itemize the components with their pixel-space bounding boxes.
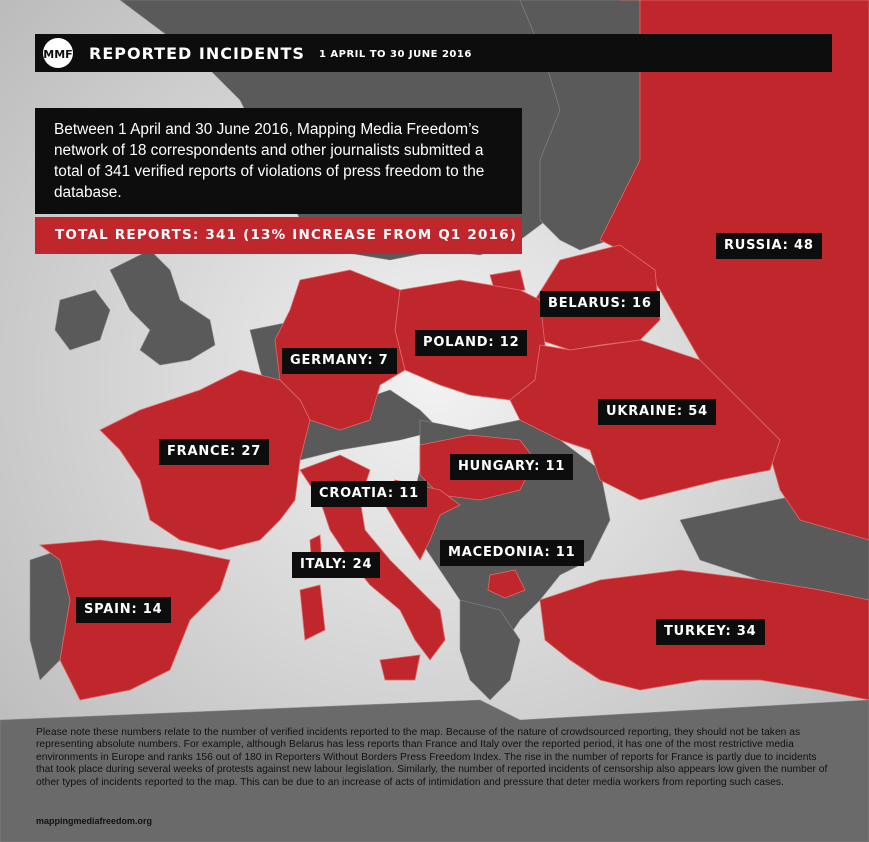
country-label-spain: SPAIN: 14 <box>76 597 171 623</box>
country-label-croatia: CROATIA: 11 <box>311 481 427 507</box>
total-reports-banner: TOTAL REPORTS: 341 (13% INCREASE FROM Q1 2016) <box>35 217 522 254</box>
header-bar <box>35 34 832 72</box>
country-label-macedonia: MACEDONIA: 11 <box>440 540 584 566</box>
page-title: REPORTED INCIDENTS <box>89 43 305 63</box>
country-label-hungary: HUNGARY: 11 <box>450 454 573 480</box>
country-label-ukraine: UKRAINE: 54 <box>598 399 716 425</box>
country-label-belarus: BELARUS: 16 <box>540 291 660 317</box>
logo-text: MMF <box>43 48 73 61</box>
source-url: mappingmediafreedom.org <box>36 816 153 826</box>
country-label-poland: POLAND: 12 <box>415 330 527 356</box>
country-label-france: FRANCE: 27 <box>159 439 269 465</box>
footnote-text: Please note these numbers relate to the number of verified incidents reported to the map. Because of the nature of crowdsourced reporting, they should not be taken as representing absolute numbers. For example, although Belarus has less reports than France and Italy over the reported period, it has one of the most restrictive media environments in Europe and ranks 156 out of 180 in Reporters Without Borders Press Freedom Index. The rise in the number of reports for France is partly due to incidents that took place during several weeks of protests against new labour legislation. Similarly, the number of reported incidents of censorship also appears low given the number of other types of incidents reported to the map. This can be due to an increase of acts of intimidation and pressure that deter media workers from reporting such cases. <box>36 727 828 788</box>
country-label-turkey: TURKEY: 34 <box>656 619 765 645</box>
country-label-italy: ITALY: 24 <box>292 552 380 578</box>
date-range: 1 APRIL TO 30 JUNE 2016 <box>318 49 472 60</box>
country-label-russia: RUSSIA: 48 <box>716 233 822 259</box>
intro-text: Between 1 April and 30 June 2016, Mapping Media Freedom’s network of 18 correspondents and other journalists submitted a total of 341 verified reports of violations of press freedom to the database. <box>35 108 522 214</box>
mmf-logo <box>39 34 77 72</box>
country-label-germany: GERMANY: 7 <box>282 348 397 374</box>
